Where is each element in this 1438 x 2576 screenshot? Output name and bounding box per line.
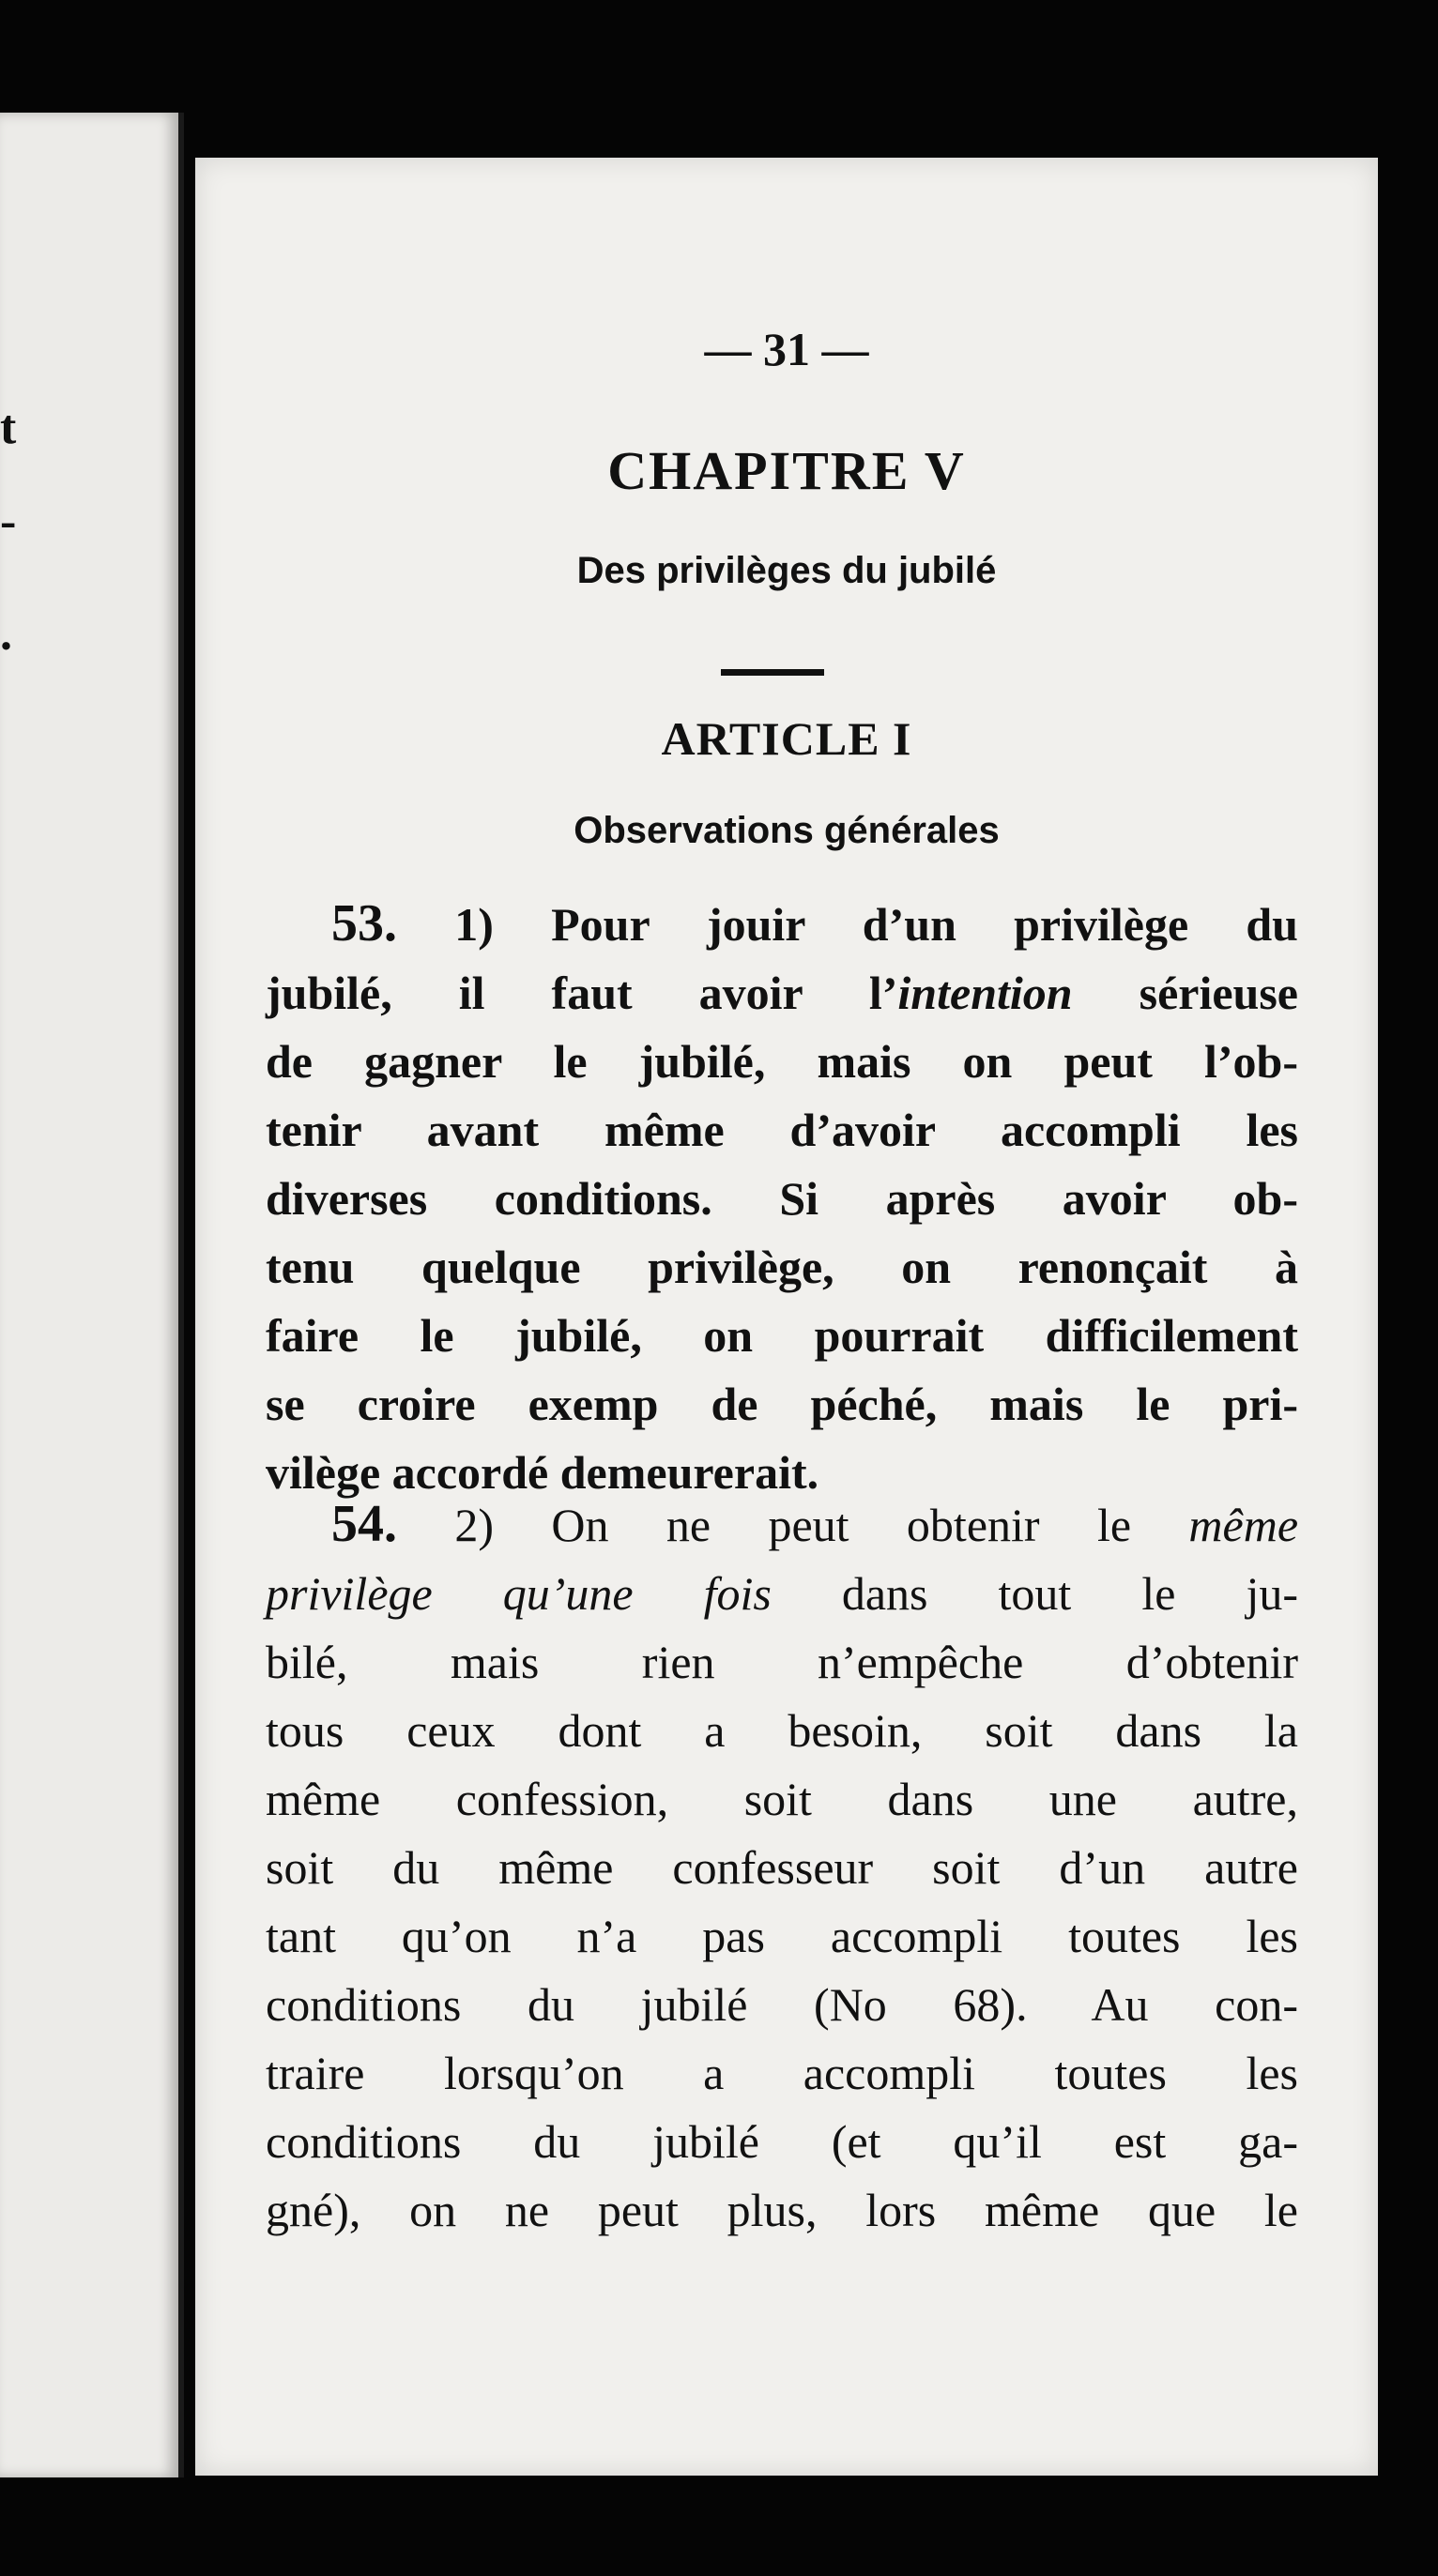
text-line: même confession, soit dans une autre, — [266, 1773, 1298, 1825]
text-line: se croire exemp de péché, mais le pri- — [266, 1378, 1298, 1430]
left-page-fragment: . — [0, 607, 12, 661]
chapter-subtitle: Des privilèges du jubilé — [576, 550, 997, 591]
article-title: ARTICLE I — [661, 712, 912, 765]
text-line: soit du même confesseur soit d’un autre — [266, 1841, 1298, 1894]
text-line: traire lorsqu’on a accompli toutes les — [266, 2047, 1298, 2099]
text-line — [266, 959, 1298, 1028]
text-line: de gagner le jubilé, mais on peut l’ob- — [266, 1035, 1298, 1088]
left-page-fragment: t — [0, 401, 17, 454]
book-page — [195, 158, 1378, 2476]
italic-text-run: même — [1188, 1499, 1299, 1551]
paragraph-53 — [266, 890, 1298, 1507]
text-line: bilé, mais rien n’empêche d’obtenir — [266, 1636, 1298, 1688]
left-page-fragment: - — [0, 495, 17, 548]
italic-text-run: privilège qu’une fois — [266, 1567, 772, 1620]
paragraph-54 — [266, 1490, 1298, 2245]
text-run: jubilé, il faut avoir l’ — [266, 967, 898, 1019]
text-line — [266, 890, 1298, 959]
text-line: tant qu’on n’a pas accompli toutes les — [266, 1910, 1298, 1962]
article-subtitle: Observations générales — [574, 810, 1000, 851]
text-run: 2) On ne peut obtenir le — [454, 1499, 1189, 1551]
text-run: 1) Pour jouir d’un privilège du — [454, 898, 1298, 951]
text-line: faire le jubilé, on pourrait difficilement — [266, 1309, 1298, 1362]
chapter-title: CHAPITRE V — [607, 440, 966, 501]
text-line: gné), on ne peut plus, lors même que le — [266, 2184, 1298, 2236]
text-line: tous ceux dont a besoin, soit dans la — [266, 1704, 1298, 1757]
text-line: vilège accordé demeurerait. — [266, 1446, 819, 1499]
text-line — [266, 1560, 1298, 1628]
text-line: conditions du jubilé (et qu’il est ga- — [266, 2115, 1298, 2168]
paragraph-number: 53. — [331, 894, 397, 953]
text-line: tenir avant même d’avoir accompli les — [266, 1104, 1298, 1156]
italic-text-run: intention — [897, 967, 1073, 1019]
page-number: — 31 — — [704, 323, 869, 375]
text-line: conditions du jubilé (No 68). Au con- — [266, 1978, 1298, 2031]
text-run: sérieuse — [1072, 967, 1298, 1019]
left-page-edge — [0, 113, 184, 2477]
text-run: dans tout le ju- — [771, 1567, 1298, 1620]
paragraph-number: 54. — [331, 1495, 397, 1553]
text-line: diverses conditions. Si après avoir ob- — [266, 1172, 1298, 1225]
text-line — [266, 1490, 1298, 1560]
text-line: tenu quelque privilège, on renonçait à — [266, 1241, 1298, 1293]
divider — [721, 669, 824, 676]
